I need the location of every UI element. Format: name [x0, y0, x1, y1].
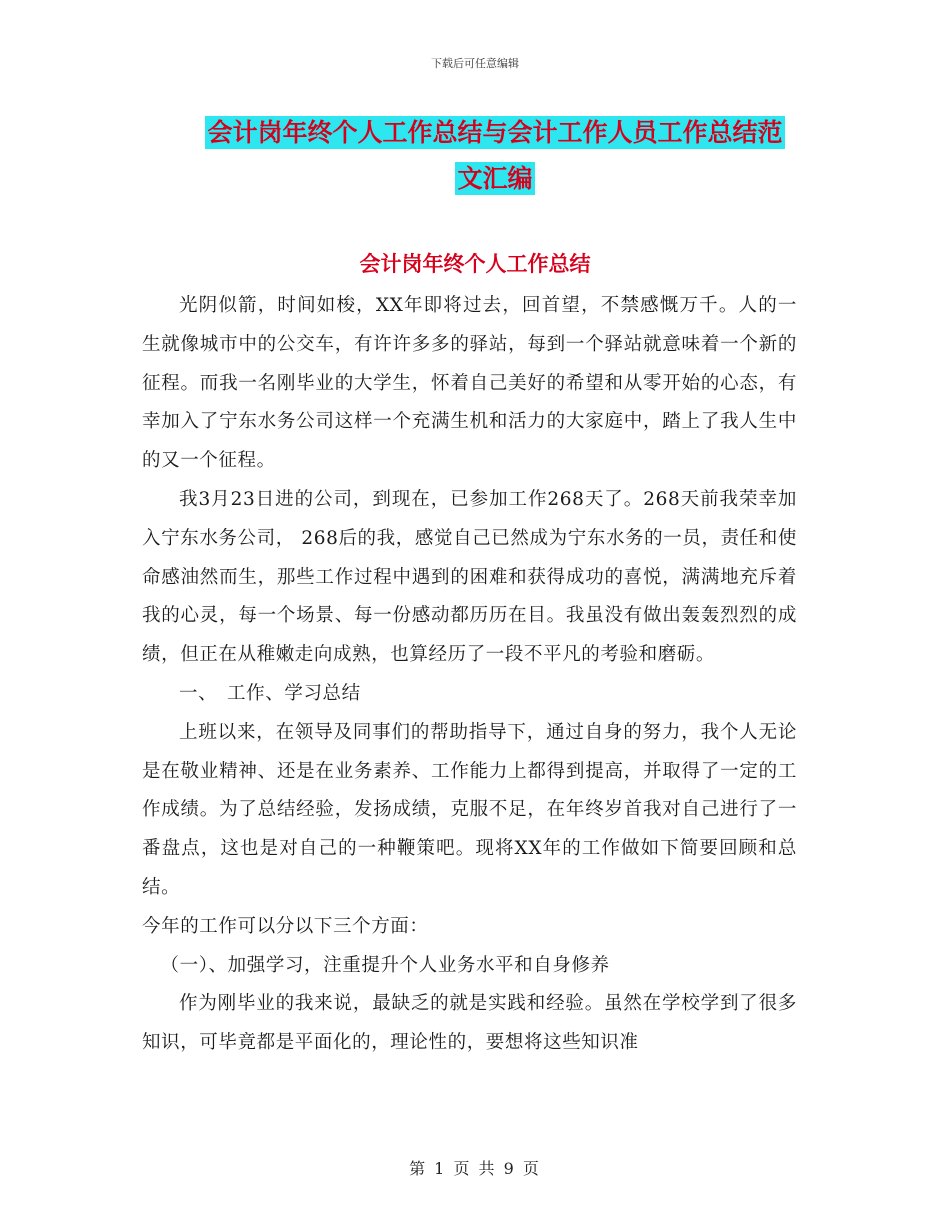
- header-note: 下载后可任意编辑: [431, 57, 519, 70]
- paragraph-since-work: 上班以来，在领导及同事们的帮助指导下，通过自身的努力，我个人无论是在敬业精神、还是在业务素养、工作能力上都得到提高，并取得了一定的工作成绩。为了总结经验，发扬成绩，克服不足，在年终岁首我对自己进行了一番盘点，这也是对自己的一种鞭策吧。现将XX年的工作做如下简要回顾和总结。: [142, 721, 797, 898]
- document-title-line-2: 文汇编: [457, 164, 533, 193]
- paragraph-intro: 光阴似箭，时间如梭，XX年即将过去，回首望，不禁感慨万千。人的一生就像城市中的公交车，有许许多多的驿站，每到一个驿站就意味着一个新的征程。而我一名刚毕业的大学生，怀着自己美好的希望和从零开始的心态，有幸加入了宁东水务公司这样一个充满生机和活力的大家庭中，踏上了我人生中的又一个征程。: [142, 295, 797, 472]
- document-body: [142, 287, 797, 1063]
- paragraph-lack-experience: 作为刚毕业的我来说，最缺乏的就是实践和经验。虽然在学校学到了很多知识，可毕竟都是平面化的，理论性的，要想将这些知识准: [142, 993, 797, 1054]
- page-number: 第 1 页 共 9 页: [409, 1159, 541, 1178]
- section-title: 会计岗年终个人工作总结: [359, 251, 591, 276]
- subheading-strengthen-learning: （一）、加强学习，注重提升个人业务水平和自身修养: [160, 954, 610, 976]
- document-title-line-1: 会计岗年终个人工作总结与会计工作人员工作总结范: [207, 118, 783, 147]
- paragraph-three-aspects: 今年的工作可以分以下三个方面：: [142, 915, 429, 937]
- paragraph-joined-company: 我3月23日进的公司，到现在，已参加工作268天了。268天前我荣幸加入宁东水务公司， 268后的我，感觉自己已然成为宁东水务的一员，责任和使命感油然而生，那些工作过程中遇到的困难和获得成功的喜悦，满满地充斥着我的心灵，每一个场景、每一份感动都历历在目。我虽没有做出轰轰烈烈的成绩，但正在从稚嫩走向成熟，也算经历了一段不平凡的考验和磨砺。: [142, 488, 797, 666]
- document-title: [185, 110, 805, 202]
- heading-work-study-summary: 一、 工作、学习总结: [179, 682, 361, 704]
